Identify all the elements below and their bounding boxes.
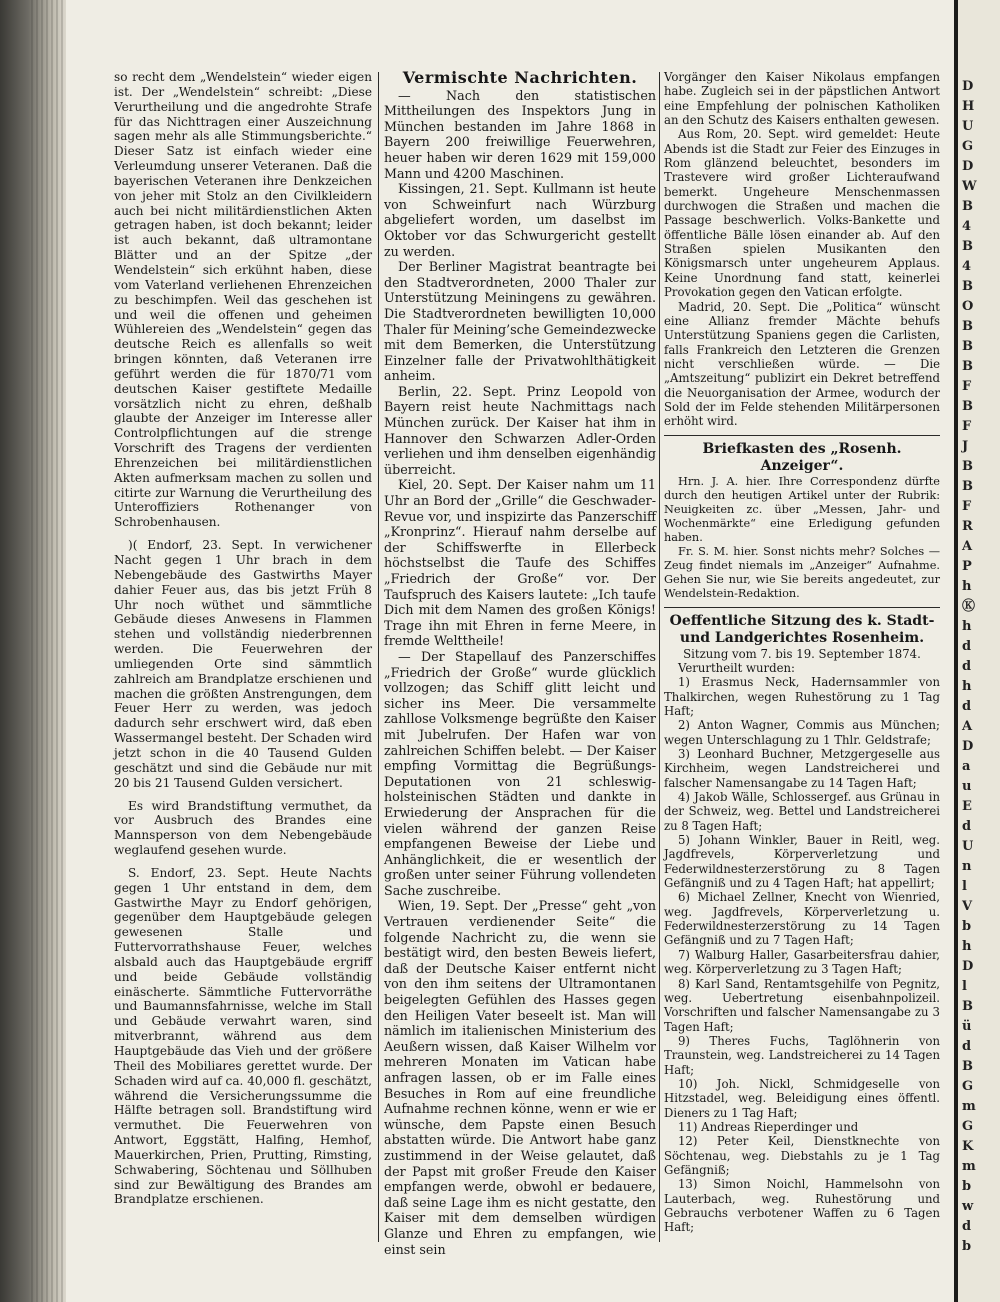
article-madrid: Madrid, 20. Sept. Die „Politica“ wünscht eine Allianz fremder Mächte behufs Unterstützung Spaniens gegen die Carlisten, falls Frankreich den Letzteren die Grenzen nicht verschließen würde. — Die „Amtszeitung“ publizirt ein Dekret betreffend die Neuorganisation der Armee, wodurch der Sold der im Felde stehenden Militärpersonen erhöht wird. [664, 299, 940, 429]
edge-letter: U [962, 119, 974, 134]
edge-letter: B [962, 279, 973, 294]
article-kiel: Kiel, 20. Sept. Der Kaiser nahm um 11 Uhr an Bord der „Grille“ die Geschwader-Revue vor, und inspizirte das Panzerschiff „Kronprinz“. Hierauf nahm derselbe auf der Schiffswerfte in Ellerbeck höchstselbst die Taufe des Schiffes „Friedrich der Große“ vor. Der Taufspruch des Kaisers lautete: „Ich taufe Dich mit dem Namen des großen Königs! Trage ihn mit Ehren in ferne Meere, in fremde Welttheile! [384, 477, 656, 649]
column-left [114, 70, 372, 1207]
article-wendelstein: so recht dem „Wendelstein“ wieder eigen ist. Der „Wendelstein“ schreibt: „Diese Verurtheilung und die angedrohte Strafe für das Nichttragen einer Auszeichnung sagen mehr als alle Stimmungsberichte.“ Dieser Satz ist einfach wieder eine Verleumdung unserer Veteranen. Daß die bayerischen Veteranen ihre Denkzeichen von jeher mit Stolz an den Civilkleidern auch bei nicht militärdienstlichen Akten getragen haben, ist doch bekannt; leider ist auch bekannt, daß ultramontane Blätter und an der Spitze „der Wendelstein“ sich erkühnt haben, diese vom Vaterland verliehenen Ehrenzeichen zu beschimpfen. Weil das geschehen ist und weil die offenen und geheimen Wühlereien des „Wendelstein“ gegen das deutsche Reich es allenfalls so weit bringen könnten, daß Veteranen irre geführt werden die für 1870/71 vom deutschen Kaiser gestiftete Medaille vorsätzlich nicht zu ehren, deßhalb glaubte der Anzeiger im Interesse aller Controlpflichtungen auf die strenge Vorschrift des Tragens der verdienten Ehrenzeichen bei militärdienstlichen Akten aufmerksam machen zu sollen und citirte zur Warnung die Verurtheilung des Unteroffiziers Rothenanger von Schrobenhausen. [114, 70, 372, 530]
briefkasten-heading: Briefkasten des „Rosenh. Anzeiger“. [702, 440, 902, 474]
section-heading: Vermischte Nachrichten. [402, 68, 638, 87]
edge-letter: l [962, 879, 967, 894]
edge-letter: d [962, 819, 972, 834]
edge-letter: w [962, 1199, 974, 1214]
article-wien-cont: Vorgänger den Kaiser Nikolaus empfangen habe. Zugleich sei in der päpstlichen Antwort eine Empfehlung der polnischen Katholiken an den Schutz des Kaisers enthalten gewesen. [664, 70, 940, 128]
edge-letter: Ⓚ [962, 599, 976, 614]
edge-letter: B [962, 1059, 973, 1074]
edge-letter: 4 [962, 219, 972, 234]
article-berliner-magistrat: Der Berliner Magistrat beantragte bei den Stadtverordneten, 2000 Thaler zur Unterstützung Meiningens zu gewähren. Die Stadtverordneten bewilligten 10,000 Thaler für Meining’sche Gemeindezwecke mit dem Bemerken, die Unterstützung Einzelner falle der Privatwohlthätigkeit anheim. [384, 259, 656, 384]
verdict-item: 4) Jakob Wälle, Schlossergef. aus Grünau in der Schweiz, weg. Bettel und Landstreicherei zu 8 Tagen Haft; [664, 790, 940, 833]
edge-letter: B [962, 239, 973, 254]
edge-letter: b [962, 919, 972, 934]
edge-letter: B [962, 459, 973, 474]
article-endorf-2: Es wird Brandstiftung vermuthet, da vor Ausbruch des Brandes eine Mannsperson von dem Nebengebäude weglaufend gesehen wurde. [114, 798, 372, 858]
edge-letter: m [962, 1099, 976, 1114]
article-feuerwehren: — Nach den statistischen Mittheilungen des Inspektors Jung in München bestanden im Jahre 1868 in Bayern 200 freiwillige Feuerwehren, heuer haben wir deren 1629 mit 159,000 Mann und 4200 Maschinen. [384, 87, 656, 181]
edge-letter: K [962, 1139, 974, 1154]
edge-letter: D [962, 79, 974, 94]
edge-letter: d [962, 639, 972, 654]
edge-letter: G [962, 1119, 974, 1134]
verdict-item: 3) Leonhard Buchner, Metzgergeselle aus Kirchheim, wegen Landstreicherei und falscher Namensangabe zu 14 Tagen Haft; [664, 747, 940, 790]
verdict-list [664, 675, 940, 1234]
edge-letter: V [962, 899, 973, 914]
column-right [664, 70, 940, 1235]
edge-letter: d [962, 659, 972, 674]
verdict-item: 2) Anton Wagner, Commis aus München; wegen Unterschlagung zu 1 Thlr. Geldstrafe; [664, 718, 940, 747]
edge-letter: R [962, 519, 973, 534]
edge-letter: n [962, 859, 972, 874]
column-rule [659, 72, 660, 1242]
divider [664, 435, 940, 436]
divider [664, 607, 940, 608]
edge-letter: m [962, 1159, 976, 1174]
edge-letter: 4 [962, 259, 972, 274]
edge-letter: b [962, 1179, 972, 1194]
next-page-strip [958, 0, 1000, 1302]
edge-letter: d [962, 699, 972, 714]
verdict-intro: Verurtheilt wurden: [678, 660, 795, 675]
article-berlin: Berlin, 22. Sept. Prinz Leopold von Bayern reist heute Nachmittags nach München zurück. Der Kaiser hat ihm in Hannover den Schwarzen Adler-Orden verliehen und ihm denselben eigenhändig überreicht. [384, 383, 656, 477]
verdict-item: 8) Karl Sand, Rentamtsgehilfe von Pegnitz, weg. Uebertretung eisenbahnpolizeil. Vorschriften und falscher Namensangabe zu 3 Tagen Haft; [664, 976, 940, 1034]
edge-letter: b [962, 1239, 972, 1254]
briefkasten-entry: Fr. S. M. hier. Sonst nichts mehr? Solches — Zeug findet niemals im „Anzeiger“ Aufnahme. Gehen Sie nur, wie Sie bereits angedeutet, zur Wendelstein-Redaktion. [664, 544, 940, 600]
article-kissingen: Kissingen, 21. Sept. Kullmann ist heute von Schweinfurt nach Würzburg abgeliefert worden, um daselbst im Oktober vor das Schwurgericht gestellt zu werden. [384, 181, 656, 259]
edge-letter: h [962, 579, 972, 594]
column-rule [378, 72, 379, 1242]
edge-letter: l [962, 979, 967, 994]
edge-letter: A [962, 539, 973, 554]
edge-letter: u [962, 779, 972, 794]
edge-letter: A [962, 719, 973, 734]
edge-letter: B [962, 319, 973, 334]
briefkasten-entry: Hrn. J. A. hier. Ihre Correspondenz dürfte durch den heutigen Artikel unter der Rubrik: Neuigkeiten zc. über „Messen, Jahr- und Wochenmärkte“ eine Erledigung gefunden haben. [664, 474, 940, 544]
verdict-item: 12) Peter Keil, Dienstknechte von Söchtenau, weg. Diebstahls zu je 1 Tag Gefängniß; [664, 1134, 940, 1177]
edge-letter: J [962, 439, 969, 454]
article-endorf-3: S. Endorf, 23. Sept. Heute Nachts gegen 1 Uhr entstand in dem, dem Gastwirthe Mayr zu Endorf gehörigen, gegenüber dem Hauptgebäude gelegen gewesenen Stalle und Futtervorrathshause Feuer, welches alsbald auch das Hauptgebäude ergriff und beide Gebäude vollständig einäscherte. Sämmtliche Futtervorräthe und Baumannsfahrnisse, welche im Stall und Gebäude verwahrt waren, sind mitverbrannt, während aus dem Hauptgebäude das Vieh und der größere Theil des Mobiliares gerettet wurde. Der Schaden wird auf ca. 40,000 fl. geschätzt, während die Versicherungssumme die Hälfte betragen soll. Brandstiftung wird vermuthet. Die Feuerwehren von Antwort, Eggstätt, Halfing, Hemhof, Mauerkirchen, Prien, Prutting, Rimsting, Schwabering, Söchtenau und Söllhuben sind zur Bewältigung des Brandes am Brandplatze erschienen. [114, 865, 372, 1207]
edge-letter: D [962, 959, 974, 974]
edge-letter: d [962, 1219, 972, 1234]
edge-letter: F [962, 419, 972, 434]
edge-letter: U [962, 839, 974, 854]
edge-letter: B [962, 339, 973, 354]
article-endorf-1: )( Endorf, 23. Sept. In verwichener Nacht gegen 1 Uhr brach in dem Nebengebäude des Gastwirths Mayer dahier Feuer aus, das bis jetzt Früh 8 Uhr noch wüthet und sämmtliche Gebäude dieses Anwesens in Flammen stehen und vollständig niederbrennen werden. Die Feuerwehren der umliegenden Orte sind sämmtlich zahlreich am Brandplatze erschienen und machen die größten Anstrengungen, dem Feuer Herr zu werden, was jedoch dadurch sehr erschwert wird, daß eben Wassermangel besteht. Der Schaden wird jetzt schon in die 40 Tausend Gulden geschätzt und sind die Gebäude nur mit 20 bis 21 Tausend Gulden versichert. [114, 538, 372, 790]
verdict-item: 10) Joh. Nickl, Schmidgeselle von Hitzstadel, weg. Beleidigung eines öffentl. Dieners zu 1 Tag Haft; [664, 1076, 940, 1120]
edge-letter: W [962, 179, 977, 194]
edge-letter: G [962, 139, 974, 154]
edge-letter: a [962, 759, 971, 774]
edge-letter: h [962, 679, 972, 694]
edge-letter: G [962, 1079, 974, 1094]
edge-letter: B [962, 199, 973, 214]
verdict-item: 7) Walburg Haller, Gasarbeitersfrau dahier, weg. Körperverletzung zu 3 Tagen Haft; [664, 947, 940, 977]
article-rom: Aus Rom, 20. Sept. wird gemeldet: Heute Abends ist die Stadt zur Feier des Einzuges in Rom glänzend beleuchtet, besonders im Trastevere wird großer Lichteraufwand bemerkt. Ungeheure Menschenmassen durchwogen die Straßen und machen die Passage beschwerlich. Volks-Bankette und öffentliche Bälle lösen einander ab. Auf den Straßen spielen Musikanten den Königsmarsch unter ungeheurem Applaus. Keine Unordnung fand statt, keinerlei Provokation gegen den Vatican erfolgte. [664, 127, 940, 300]
edge-letter: d [962, 1039, 972, 1054]
edge-letter: B [962, 359, 973, 374]
edge-letter: O [962, 299, 974, 314]
article-stapellauf: — Der Stapellauf des Panzerschiffes „Friedrich der Große“ wurde glücklich vollzogen; das Schiff glitt leicht und sicher ins Meer. Die versammelte zahllose Volksmenge begrüßte den Kaiser mit Jubelrufen. Der Hafen war von zahlreichen Schiffen belebt. — Der Kaiser empfing Vormittag die Begrüßungs-Deputationen von 21 schleswig-holsteinischen Städten und dankte in Erwiederung der Ansprachen für die vielen während der ganzen Reise empfangenen Beweise der Liebe und Anhänglichkeit, die er wesentlich der großen unter seiner Führung vollendeten Sache zuschreibe. [384, 648, 656, 898]
verdict-item: 5) Johann Winkler, Bauer in Reitl, weg. Jagdfrevels, Körperverletzung und Federwildnesterzerstörung zu 8 Tagen Gefängniß und zu 4 Tagen Haft; hat appellirt; [664, 833, 940, 891]
edge-letter: B [962, 399, 973, 414]
edge-letter: B [962, 999, 973, 1014]
article-wien: Wien, 19. Sept. Der „Presse“ geht „von Vertrauen verdienender Seite“ die folgende Nachricht zu, die wenn sie bestätigt wird, den besten Beweis liefert, daß der Deutsche Kaiser entfernt nicht von den ihm seitens der Ultramontanen beigelegten Gefühlen des Hasses gegen den Heiligen Vater beseelt ist. Man will nämlich im italienischen Ministerium des Aeußern wissen, daß Kaiser Wilhelm vor mehreren Monaten im Vatican habe anfragen lassen, ob er im Falle eines Besuches in Rom auf eine freundliche Aufnahme rechnen könne, wenn er wie er wünsche, dem Papste einen Besuch abstatten würde. Die Antwort habe ganz zustimmend in der Weise gelautet, daß der Papst mit großer Freude den Kaiser empfangen werde, obwohl er bedauere, daß seine Lage ihm es nicht gestatte, den Kaiser mit dem demselben würdigen Glanze und Ehren zu empfangen, wie einst sein [384, 898, 656, 1257]
verdict-item: 6) Michael Zellner, Knecht von Wienried, weg. Jagdfrevels, Körperverletzung u. Federwildnesterzerstörung zu 14 Tagen Gefängniß und zu 7 Tagen Haft; [664, 890, 940, 948]
edge-letter: D [962, 739, 974, 754]
edge-letter: F [962, 379, 972, 394]
edge-letter: D [962, 159, 974, 174]
edge-letter: h [962, 619, 972, 634]
edge-letter: P [962, 559, 972, 574]
edge-letter: F [962, 499, 972, 514]
verdict-item: 13) Simon Noichl, Hammelsohn von Lauterbach, weg. Ruhestörung und Gebrauchs verbotener Waffen zu 6 Tagen Haft; [664, 1177, 940, 1235]
edge-letter: E [962, 799, 972, 814]
session-dates: Sitzung vom 7. bis 19. September 1874. [683, 646, 921, 661]
page-edges [28, 0, 68, 1302]
court-heading: Oeffentliche Sitzung des k. Stadt- und Landgerichtes Rosenheim. [669, 612, 935, 646]
edge-letter: ü [962, 1019, 972, 1034]
verdict-item: 9) Theres Fuchs, Taglöhnerin von Traunstein, weg. Landstreicherei zu 14 Tagen Haft; [664, 1033, 940, 1077]
edge-letter: H [962, 99, 975, 114]
edge-letter: h [962, 939, 972, 954]
edge-letter: B [962, 479, 973, 494]
verdict-item: 1) Erasmus Neck, Hadernsammler von Thalkirchen, wegen Ruhestörung zu 1 Tag Haft; [664, 675, 940, 718]
verdict-item: 11) Andreas Rieperdinger und [678, 1119, 859, 1134]
column-middle [384, 70, 656, 1257]
